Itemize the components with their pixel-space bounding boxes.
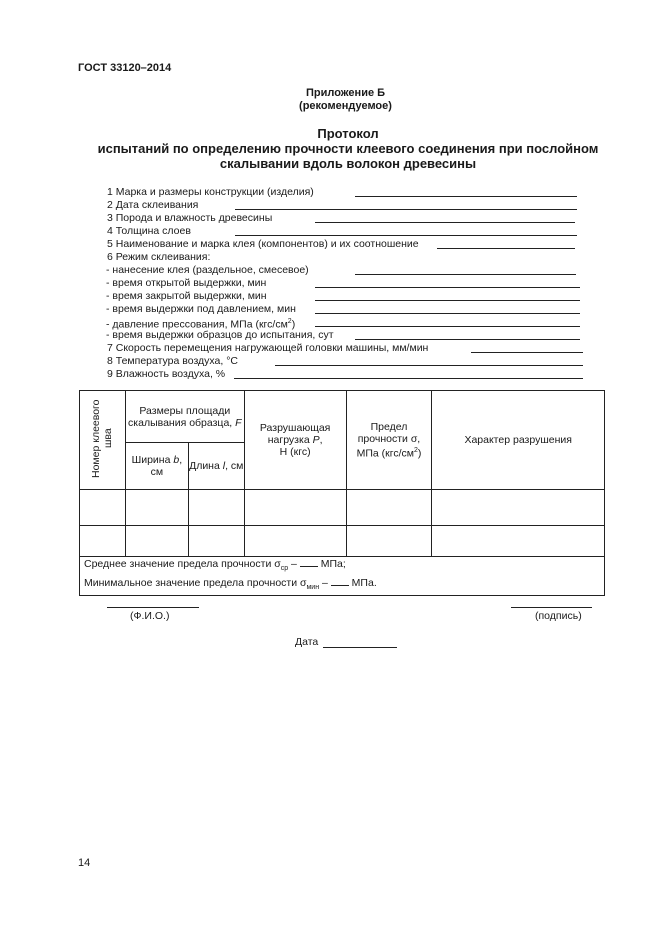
header-strength-limit: Предел прочности σ, МПа $(кгс/см^2)$	[346, 391, 432, 490]
minimum-strength: Минимальное значение предела прочности $\sigma_{мин}$ – МПа.	[84, 577, 377, 592]
appendix-heading	[0, 87, 661, 113]
fill-line[interactable]	[355, 339, 580, 340]
protocol-title: Протокол	[317, 126, 379, 141]
fill-line[interactable]	[331, 576, 349, 586]
name-label: (Ф.И.О.)	[130, 610, 170, 622]
header-seam-number: Номер клеевого шва	[80, 391, 126, 490]
protocol-heading	[0, 126, 661, 171]
fill-line[interactable]	[315, 313, 580, 314]
fill-line[interactable]	[275, 365, 583, 366]
fill-line[interactable]	[300, 557, 318, 567]
header-failure-character: Характер разрушения	[432, 391, 605, 490]
fill-line[interactable]	[315, 287, 580, 288]
fill-line[interactable]	[355, 274, 576, 275]
strength-summary	[80, 557, 605, 596]
fill-line[interactable]	[235, 209, 577, 210]
fill-line[interactable]	[315, 222, 575, 223]
appendix-title: Приложение Б	[305, 87, 386, 99]
fill-line[interactable]	[315, 326, 580, 327]
protocol-line1: испытаний по определению прочности клеевого соединения при послойном	[97, 141, 599, 156]
fill-line[interactable]	[471, 352, 583, 353]
table-row	[80, 526, 605, 557]
header-breaking-load: Разрушающая нагрузка P, Н (кгс)	[244, 391, 346, 490]
date-line[interactable]	[323, 647, 397, 648]
header-length: Длина l, см	[188, 443, 244, 490]
signature-line[interactable]	[511, 607, 592, 608]
header-width: Ширина b, см	[125, 443, 188, 490]
fill-line[interactable]	[355, 196, 577, 197]
average-strength: Среднее значение предела прочности $\sigma_{ср}$ – МПа;	[84, 558, 346, 573]
date-label: Дата	[295, 636, 319, 648]
appendix-subtitle: (рекомендуемое)	[299, 100, 392, 112]
signature-label: (подпись)	[535, 610, 582, 622]
header-shear-area: Размеры площади скалывания образца, F	[125, 391, 244, 443]
results-table	[79, 390, 605, 596]
name-signature-line[interactable]	[107, 607, 199, 608]
fill-line[interactable]	[437, 248, 575, 249]
fill-line[interactable]	[315, 300, 580, 301]
page-number: 14	[78, 857, 91, 869]
standard-number: ГОСТ 33120–2014	[78, 62, 172, 74]
fill-line[interactable]	[235, 235, 577, 236]
table-row	[80, 490, 605, 526]
protocol-line2: скалывании вдоль волокон древесины	[219, 156, 477, 171]
fill-line[interactable]	[234, 378, 583, 379]
